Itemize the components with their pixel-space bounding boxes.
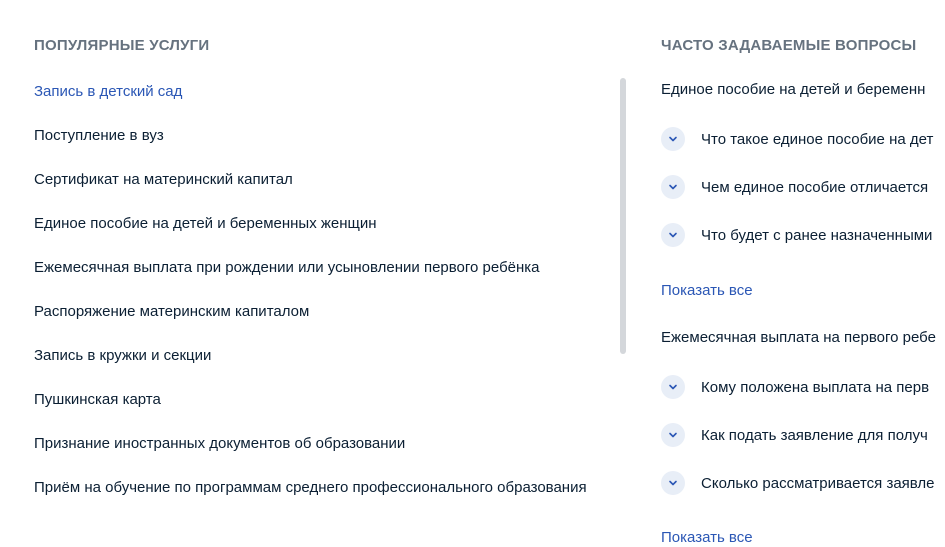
service-link-pushkin-card[interactable]: Пушкинская карта	[34, 391, 161, 408]
faq-question[interactable]	[661, 175, 928, 199]
faq-question-text: Как подать заявление для получ	[701, 426, 928, 444]
faq-question-text: Сколько рассматривается заявле	[701, 474, 935, 492]
chevron-down-icon	[661, 223, 685, 247]
service-link-clubs-sections[interactable]: Запись в кружки и секции	[34, 347, 212, 364]
faq-question[interactable]	[661, 127, 933, 151]
service-link-maternity-capital-disposal[interactable]: Распоряжение материнским капиталом	[34, 303, 310, 320]
popular-services-title: ПОПУЛЯРНЫЕ УСЛУГИ	[34, 37, 210, 54]
service-link-foreign-education-recognition[interactable]: Признание иностранных документов об образовании	[34, 435, 406, 452]
faq-question-text: Что такое единое пособие на дет	[701, 130, 934, 148]
chevron-down-icon	[661, 375, 685, 399]
service-link-first-child-payment[interactable]: Ежемесячная выплата при рождении или усыновлении первого ребёнка	[34, 259, 540, 276]
faq-question-text: Что будет с ранее назначенными	[701, 226, 933, 244]
show-all-link[interactable]: Показать все	[661, 529, 753, 546]
service-link-kindergarten[interactable]: Запись в детский сад	[34, 83, 183, 100]
faq-group-title: Ежемесячная выплата на первого ребе	[661, 329, 936, 346]
faq-question[interactable]	[661, 375, 929, 399]
popular-services-list	[34, 80, 594, 520]
faq-title: ЧАСТО ЗАДАВАЕМЫЕ ВОПРОСЫ	[661, 37, 917, 54]
show-all-link[interactable]: Показать все	[661, 282, 753, 299]
chevron-down-icon	[661, 423, 685, 447]
service-link-maternity-certificate[interactable]: Сертификат на материнский капитал	[34, 171, 293, 188]
chevron-down-icon	[661, 127, 685, 151]
services-scrollbar[interactable]	[620, 78, 626, 354]
faq-question-text: Кому положена выплата на перв	[701, 378, 930, 396]
faq-question[interactable]	[661, 471, 935, 495]
faq-question[interactable]	[661, 223, 932, 247]
service-link-university[interactable]: Поступление в вуз	[34, 127, 164, 144]
faq-question-text: Чем единое пособие отличается	[701, 178, 929, 196]
service-link-unified-allowance[interactable]: Единое пособие на детей и беременных женщин	[34, 215, 377, 232]
faq-group-title: Единое пособие на детей и беременн	[661, 81, 926, 98]
service-link-vocational-admission[interactable]: Приём на обучение по программам среднего профессионального образования	[34, 479, 587, 496]
faq-panel	[661, 0, 945, 547]
chevron-down-icon	[661, 175, 685, 199]
chevron-down-icon	[661, 471, 685, 495]
faq-question[interactable]	[661, 423, 928, 447]
